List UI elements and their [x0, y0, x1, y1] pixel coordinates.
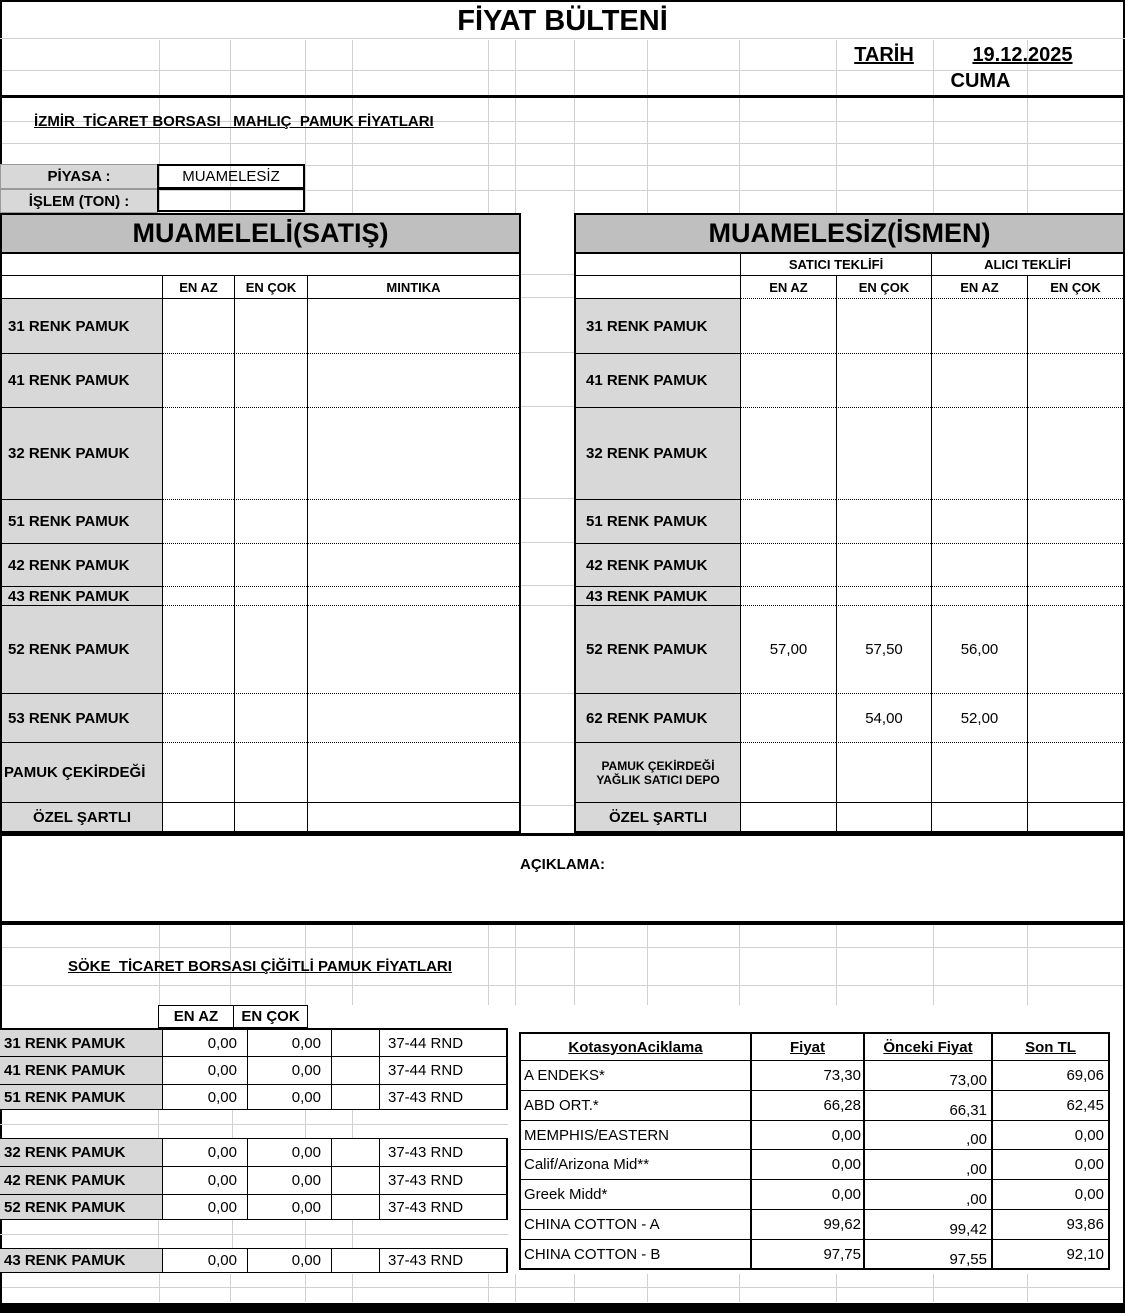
- blank-cell: [332, 1167, 380, 1195]
- cell-fiyat: 0,00: [752, 1121, 865, 1149]
- cell-satici-en-cok: [836, 803, 931, 831]
- cell-en-az: [162, 408, 234, 500]
- cell-alici-en-az: [931, 354, 1027, 408]
- cell-satici-en-az: [740, 408, 836, 500]
- cell-en-cok: 0,00: [248, 1249, 332, 1273]
- row-label: 32 RENK PAMUK: [0, 1139, 163, 1167]
- table-row: [0, 1138, 508, 1167]
- table-row: [521, 1210, 1108, 1240]
- cell-mintika: [307, 587, 519, 606]
- row-label: 42 RENK PAMUK: [0, 1167, 163, 1195]
- aciklama-section: [0, 833, 1125, 925]
- table-row: [576, 743, 1123, 803]
- cell-en-az: 0,00: [163, 1057, 248, 1085]
- cell-son-tl: 93,86: [1066, 1216, 1104, 1233]
- row-label: 31 RENK PAMUK: [2, 299, 162, 354]
- cell-rnd: 37-43 RND: [380, 1195, 508, 1220]
- row-label: 41 RENK PAMUK: [576, 354, 740, 408]
- cell-alici-en-az: [931, 587, 1027, 606]
- cell-en-az: [162, 354, 234, 408]
- cell-mintika: [307, 606, 519, 694]
- cell-satici-en-cok: 54,00: [836, 694, 931, 743]
- row-label: 51 RENK PAMUK: [0, 1085, 163, 1110]
- cell-fiyat: 99,62: [752, 1210, 865, 1239]
- cell-en-cok: [234, 299, 307, 354]
- cell-satici-en-cok: 57,50: [836, 606, 931, 694]
- table-row: [521, 1061, 1108, 1091]
- cell-satici-en-cok: [836, 544, 931, 587]
- table-row: [0, 1195, 508, 1220]
- table-row: [0, 1085, 508, 1110]
- row-label: 32 RENK PAMUK: [2, 408, 162, 500]
- cell-alici-en-az: [931, 500, 1027, 544]
- islem-value: [157, 188, 305, 212]
- grid-band: [0, 1274, 1123, 1302]
- cell-fiyat: 66,28: [752, 1091, 865, 1120]
- cell-satici-en-cok: [836, 743, 931, 803]
- cell-onceki-fiyat: 66,31: [865, 1091, 993, 1120]
- cell-en-cok: 0,00: [248, 1195, 332, 1220]
- corner-cell: [2, 276, 162, 299]
- table-row: [521, 1150, 1108, 1180]
- blank-cell: [576, 254, 740, 276]
- cell-alici-en-cok: [1027, 544, 1123, 587]
- piyasa-value: MUAMELESİZ: [157, 164, 305, 189]
- cell-fiyat: 97,75: [752, 1240, 865, 1269]
- cell-en-az: 0,00: [163, 1249, 248, 1273]
- table-row: [576, 354, 1123, 408]
- cell-rnd: 37-44 RND: [380, 1030, 508, 1057]
- cell-en-cok: [234, 606, 307, 694]
- blank-cell: [332, 1030, 380, 1057]
- table-row: [2, 743, 519, 803]
- cell-rnd: 37-44 RND: [380, 1057, 508, 1085]
- table-row: [0, 1028, 508, 1057]
- col-header-en-az: EN AZ: [931, 276, 1027, 299]
- row-label: 52 RENK PAMUK: [576, 606, 740, 694]
- cell-en-az: [162, 803, 234, 831]
- cell-fiyat: 73,30: [752, 1061, 865, 1090]
- cell-mintika: [307, 803, 519, 831]
- cell-onceki-fiyat: ,00: [865, 1150, 993, 1179]
- cell-en-cok: [234, 694, 307, 743]
- row-label: 31 RENK PAMUK: [576, 299, 740, 354]
- cell-alici-en-cok: [1027, 803, 1123, 831]
- cell-en-cok: 0,00: [248, 1085, 332, 1110]
- cell-en-cok: [234, 803, 307, 831]
- table-row: [576, 500, 1123, 544]
- piyasa-islem-block: [0, 164, 305, 213]
- cell-name: CHINA COTTON - B: [521, 1240, 752, 1269]
- cell-satici-en-cok: [836, 500, 931, 544]
- cell-satici-en-az: [740, 354, 836, 408]
- cell-en-cok: 0,00: [248, 1057, 332, 1085]
- cell-en-cok: [234, 743, 307, 803]
- kotasyon-table: [519, 1032, 1110, 1270]
- table-row: [521, 1121, 1108, 1150]
- col-header-en-az: EN AZ: [162, 276, 234, 299]
- ozel-sartli-label: ÖZEL ŞARTLI: [576, 803, 740, 831]
- cell-satici-en-az: [740, 803, 836, 831]
- row-label: 41 RENK PAMUK: [2, 354, 162, 408]
- cell-alici-en-cok: [1027, 743, 1123, 803]
- table-row: [2, 803, 519, 831]
- cell-name: A ENDEKS*: [521, 1061, 752, 1090]
- piyasa-label: PİYASA :: [0, 164, 158, 189]
- muameleli-table: [0, 213, 521, 833]
- grid-band: [521, 252, 574, 833]
- cell-mintika: [307, 299, 519, 354]
- cell-mintika: [307, 500, 519, 544]
- muameleli-title: MUAMELELİ(SATIŞ): [2, 215, 519, 254]
- row-label: 32 RENK PAMUK: [576, 408, 740, 500]
- table-row: [576, 299, 1123, 354]
- cell-son-tl: 69,06: [1066, 1067, 1104, 1084]
- cell-en-cok: [234, 544, 307, 587]
- muamelesiz-table: [574, 213, 1125, 833]
- cell-en-az: 0,00: [163, 1139, 248, 1167]
- cell-name: ABD ORT.*: [521, 1091, 752, 1120]
- row-label: 52 RENK PAMUK: [2, 606, 162, 694]
- soke-heading: SÖKE TİCARET BORSASI ÇİĞİTLİ PAMUK FİYATLARI: [68, 958, 452, 975]
- cell-en-az: [162, 606, 234, 694]
- cell-name: MEMPHIS/EASTERN: [521, 1121, 752, 1149]
- col-header-en-az: EN AZ: [158, 1005, 234, 1028]
- aciklama-label: AÇIKLAMA:: [520, 856, 605, 873]
- table-row: [0, 1167, 508, 1195]
- table-row: [576, 606, 1123, 694]
- date-value: 19.12.2025: [972, 44, 1073, 66]
- cell-alici-en-az: [931, 299, 1027, 354]
- cell-mintika: [307, 694, 519, 743]
- cell-rnd: 37-43 RND: [380, 1249, 508, 1273]
- blank-cell: [332, 1139, 380, 1167]
- cell-rnd: 37-43 RND: [380, 1085, 508, 1110]
- cell-son-tl: 92,10: [1066, 1246, 1104, 1263]
- row-label: 43 RENK PAMUK: [2, 587, 162, 606]
- cell-onceki-fiyat: 97,55: [865, 1240, 993, 1269]
- cell-son-tl: 0,00: [1074, 1126, 1104, 1144]
- cell-satici-en-az: [740, 500, 836, 544]
- cell-satici-en-az: [740, 694, 836, 743]
- row-label: 41 RENK PAMUK: [0, 1057, 163, 1085]
- blank-cell: [332, 1057, 380, 1085]
- row-label: 62 RENK PAMUK: [576, 694, 740, 743]
- cell-satici-en-az: [740, 743, 836, 803]
- col-header-kotasyon: KotasyonAciklama: [521, 1034, 752, 1060]
- row-label-line1: PAMUK ÇEKİRDEĞİ: [601, 758, 715, 773]
- table-row: [2, 694, 519, 743]
- cell-en-cok: 0,00: [248, 1167, 332, 1195]
- cell-alici-en-az: [931, 408, 1027, 500]
- row-label: 51 RENK PAMUK: [2, 500, 162, 544]
- table-row: [2, 606, 519, 694]
- cell-mintika: [307, 354, 519, 408]
- cell-alici-en-cok: [1027, 587, 1123, 606]
- cell-satici-en-cok: [836, 299, 931, 354]
- divider: [0, 38, 1125, 39]
- group-header-alici: ALICI TEKLİFİ: [931, 254, 1123, 276]
- table-row: [2, 544, 519, 587]
- col-header-fiyat: Fiyat: [752, 1034, 865, 1060]
- cell-fiyat: 0,00: [752, 1150, 865, 1179]
- cell-son-tl: 0,00: [1074, 1156, 1104, 1173]
- separator-row: [0, 1220, 508, 1248]
- table-row: [576, 694, 1123, 743]
- cell-alici-en-cok: [1027, 408, 1123, 500]
- row-label: 42 RENK PAMUK: [576, 544, 740, 587]
- cell-en-az: 0,00: [163, 1195, 248, 1220]
- cell-en-cok: 0,00: [248, 1030, 332, 1057]
- row-label: 43 RENK PAMUK: [0, 1249, 163, 1273]
- cell-en-cok: [234, 408, 307, 500]
- row-label: [576, 743, 740, 803]
- table-row: [576, 408, 1123, 500]
- col-header-en-cok: EN ÇOK: [234, 1005, 308, 1028]
- cell-satici-en-az: [740, 544, 836, 587]
- table-row: [576, 544, 1123, 587]
- islem-label: İŞLEM (TON) :: [0, 189, 158, 213]
- spacer: [0, 1005, 158, 1028]
- group-header-satici: SATICI TEKLİFİ: [740, 254, 931, 276]
- soke-table: [0, 1005, 508, 1273]
- cell-onceki-fiyat: 73,00: [865, 1061, 993, 1090]
- cell-alici-en-cok: [1027, 606, 1123, 694]
- blank-cell: [332, 1195, 380, 1220]
- row-label: 53 RENK PAMUK: [2, 694, 162, 743]
- cell-en-az: [162, 587, 234, 606]
- cell-alici-en-az: [931, 803, 1027, 831]
- row-label: 51 RENK PAMUK: [576, 500, 740, 544]
- row-label: 31 RENK PAMUK: [0, 1030, 163, 1057]
- cell-onceki-fiyat: ,00: [865, 1180, 993, 1209]
- cell-onceki-fiyat: ,00: [865, 1121, 993, 1149]
- cell-en-az: 0,00: [163, 1085, 248, 1110]
- blank-row: [2, 254, 519, 276]
- muamelesiz-title: MUAMELESİZ(İSMEN): [576, 215, 1123, 254]
- divider: [0, 0, 1125, 2]
- table-row: [0, 1057, 508, 1085]
- col-header-en-cok: EN ÇOK: [1027, 276, 1123, 299]
- cell-alici-en-az: 56,00: [931, 606, 1027, 694]
- cell-satici-en-az: 57,00: [740, 606, 836, 694]
- blank-cell: [332, 1249, 380, 1273]
- page-title: FİYAT BÜLTENİ: [457, 5, 668, 37]
- cell-en-cok: 0,00: [248, 1139, 332, 1167]
- cell-name: Calif/Arizona Mid**: [521, 1150, 752, 1179]
- separator-row: [0, 1110, 508, 1138]
- col-header-en-cok: EN ÇOK: [234, 276, 307, 299]
- cell-alici-en-az: 52,00: [931, 694, 1027, 743]
- cell-alici-en-cok: [1027, 694, 1123, 743]
- cell-en-az: [162, 694, 234, 743]
- cell-alici-en-cok: [1027, 354, 1123, 408]
- cell-alici-en-cok: [1027, 500, 1123, 544]
- cell-satici-en-cok: [836, 408, 931, 500]
- row-label: 42 RENK PAMUK: [2, 544, 162, 587]
- cell-mintika: [307, 408, 519, 500]
- cell-satici-en-cok: [836, 354, 931, 408]
- table-row: [521, 1091, 1108, 1121]
- cell-alici-en-az: [931, 544, 1027, 587]
- col-header-en-az: EN AZ: [740, 276, 836, 299]
- table-row: [2, 587, 519, 606]
- table-row: [2, 354, 519, 408]
- table-row: [521, 1180, 1108, 1210]
- table-row: [2, 408, 519, 500]
- row-label: PAMUK ÇEKİRDEĞİ: [2, 743, 162, 803]
- cell-alici-en-cok: [1027, 299, 1123, 354]
- cell-satici-en-cok: [836, 587, 931, 606]
- cell-en-cok: [234, 354, 307, 408]
- cell-en-cok: [234, 500, 307, 544]
- col-header-en-cok: EN ÇOK: [836, 276, 931, 299]
- col-header-son-tl: Son TL: [1025, 1038, 1076, 1056]
- row-label: 43 RENK PAMUK: [576, 587, 740, 606]
- date-label: TARİH: [854, 44, 914, 66]
- cell-en-az: [162, 299, 234, 354]
- table-row: [2, 500, 519, 544]
- cell-en-az: 0,00: [163, 1030, 248, 1057]
- divider: [0, 95, 1125, 98]
- col-header-mintika: MINTIKA: [307, 276, 519, 299]
- cell-name: CHINA COTTON - A: [521, 1210, 752, 1239]
- row-label: 52 RENK PAMUK: [0, 1195, 163, 1220]
- cell-en-az: [162, 743, 234, 803]
- cell-son-tl: 62,45: [1066, 1097, 1104, 1114]
- cell-rnd: 37-43 RND: [380, 1167, 508, 1195]
- cell-satici-en-az: [740, 587, 836, 606]
- ozel-sartli-label: ÖZEL ŞARTLI: [2, 803, 162, 831]
- table-row: [521, 1240, 1108, 1269]
- corner-cell: [576, 276, 740, 299]
- cell-mintika: [307, 743, 519, 803]
- cell-son-tl: 0,00: [1074, 1186, 1104, 1203]
- cell-mintika: [307, 544, 519, 587]
- cell-en-az: [162, 544, 234, 587]
- cell-name: Greek Midd*: [521, 1180, 752, 1209]
- cell-fiyat: 0,00: [752, 1180, 865, 1209]
- cell-rnd: 37-43 RND: [380, 1139, 508, 1167]
- cell-satici-en-az: [740, 299, 836, 354]
- row-label-line2: YAĞLIK SATICI DEPO: [596, 772, 720, 787]
- table-row: [576, 803, 1123, 831]
- table-row: [576, 587, 1123, 606]
- blank-cell: [332, 1085, 380, 1110]
- day-value: CUMA: [950, 70, 1011, 92]
- cell-en-cok: [234, 587, 307, 606]
- cell-en-az: [162, 500, 234, 544]
- col-header-onceki-fiyat: Önceki Fiyat: [865, 1034, 993, 1060]
- cell-alici-en-az: [931, 743, 1027, 803]
- izmir-heading: İZMİR TİCARET BORSASI MAHLIÇ PAMUK FİYATLARI: [34, 113, 434, 130]
- table-row: [2, 299, 519, 354]
- cell-onceki-fiyat: 99,42: [865, 1210, 993, 1239]
- divider: [0, 1303, 1125, 1313]
- cell-en-az: 0,00: [163, 1167, 248, 1195]
- table-row: [0, 1248, 508, 1273]
